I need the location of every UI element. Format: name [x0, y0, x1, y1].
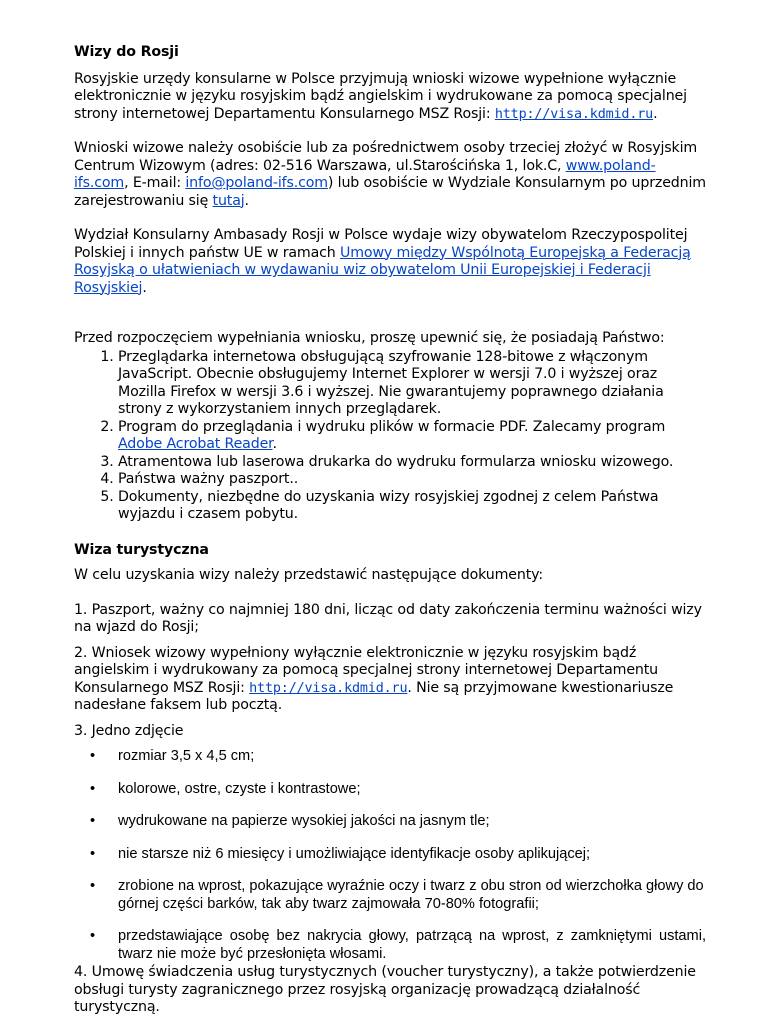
document-body: [74, 44, 706, 1017]
requirements-intro: Przed rozpoczęciem wypełniania wniosku, proszę upewnić się, że posiadają Państwo:: [74, 330, 665, 346]
bullet: •: [90, 748, 96, 764]
document-item-application: 2. Wniosek wizowy wypełniony wyłącznie elektronicznie w języku rosyjskim bądź angielskim i wydrukowany za pomocą specjalnej strony internetowej Departamentu Konsularnego MSZ Rosji: http://visa.kdmid.ru. Nie są przyjmowane kwestionariusze nadesłane faksem lub pocztą.: [74, 644, 674, 713]
visa-kdmid-link-2[interactable]: http://visa.kdmid.ru: [249, 680, 408, 696]
intro-paragraph: Rosyjskie urzędy konsularne w Polsce przyjmują wnioski wizowe wypełnione wyłącznie elektronicznie w języku rosyjskim bądź angielskim i wydrukowane za pomocą specjalnej strony internetowej Departamentu Konsularnego MSZ Rosji: http://visa.kdmid.ru.: [74, 70, 687, 122]
list-item: • zrobione na wprost, pokazujące wyraźnie oczy i twarz z obu stron od wierzchołka głowy do górnej części barków, tak aby twarz zajmowała 70-80% fotografii;: [90, 878, 704, 912]
email-link[interactable]: info@poland-ifs.com: [185, 175, 328, 191]
bullet: •: [90, 813, 96, 829]
list-item: 1. Przeglądarka internetowa obsługującą szyfrowanie 128-bitowe z włączonym JavaScript. Obecnie obsługujemy Internet Explorer w wersji 7.0 i wyższej oraz Mozilla Firefox w wersji 3.6 i wyższej. Nie gwarantujemy poprawnego działania strony z wykorzystaniem innych przeglądarek.: [118, 349, 706, 419]
photo-requirements-list: [74, 748, 706, 963]
register-link[interactable]: tutaj: [212, 192, 245, 209]
visa-center-paragraph: Wnioski wizowe należy osobiście lub za pośrednictwem osoby trzeciej złożyć w Rosyjskim Centrum Wizowym (adres: 02-516 Warszawa, ul.Starościńska 1, lok.C, www.poland-ifs.com, E-mail: info@poland-ifs.com) lub osobiście w Wydziale Konsularnym po uprzednim zarejestrowaniu się tutaj.: [74, 140, 706, 209]
document-item-voucher: 4. Umowę świadczenia usług turystycznych (voucher turystyczny), a także potwierdzenie obsługi turysty zagranicznego przez rosyjską organizację prowadzącą działalność turystyczną.: [74, 964, 696, 1015]
section-title-tourist-visa: Wiza turystyczna: [74, 541, 209, 558]
list-item: 5. Dokumenty, niezbędne do uzyskania wizy rosyjskiej zgodnej z celem Państwa wyjazdu i czasem pobytu.: [118, 489, 706, 524]
requirements-list: [74, 349, 706, 524]
page-title: Wizy do Rosji: [74, 44, 179, 60]
list-item: • nie starsze niż 6 miesięcy i umożliwiające identyfikacje osoby aplikującej;: [90, 845, 591, 862]
consular-paragraph: Wydział Konsularny Ambasady Rosji w Polsce wydaje wizy obywatelom Rzeczypospolitej Polskiej i innych państw UE w ramach Umowy między Wspólnotą Europejską a Federacją Rosyjską o ułatwieniach w wydawaniu wiz obywatelom Unii Europejskiej i Federacji Rosyjskiej.: [74, 227, 691, 296]
agreement-link[interactable]: Umowy między Wspólnotą Europejską a Federacją Rosyjską o ułatwieniach w wydawaniu wiz obywatelom Unii Europejskiej i Federacji Rosyjskiej: [74, 244, 691, 296]
document-item-photo: 3. Jedno zdjęcie: [74, 722, 184, 739]
list-item: 2. Program do przeglądania i wydruku plików w formacie PDF. Zalecamy program Adobe Acrobat Reader.: [118, 419, 706, 454]
list-item: 4. Państwa ważny paszport..: [118, 471, 706, 489]
document-item-passport: 1. Paszport, ważny co najmniej 180 dni, licząc od daty zakończenia terminu ważności wizy na wjazd do Rosji;: [74, 601, 702, 635]
list-item: • wydrukowane na papierze wysokiej jakości na jasnym tle;: [90, 813, 490, 829]
poland-ifs-link[interactable]: www.poland-ifs.com: [74, 157, 656, 191]
bullet: •: [90, 878, 96, 894]
visa-kdmid-link[interactable]: http://visa.kdmid.ru: [494, 106, 654, 122]
bullet: •: [90, 845, 96, 862]
list-item: 3. Atramentowa lub laserowa drukarka do wydruku formularza wniosku wizowego.: [118, 454, 706, 472]
adobe-reader-link[interactable]: Adobe Acrobat Reader: [118, 436, 273, 452]
documents-intro: W celu uzyskania wizy należy przedstawić następujące dokumenty:: [74, 567, 543, 583]
bullet: •: [90, 928, 96, 944]
bullet: •: [90, 780, 96, 797]
list-item: • rozmiar 3,5 x 4,5 cm;: [90, 748, 255, 764]
list-item: • kolorowe, ostre, czyste i kontrastowe;: [90, 780, 361, 797]
list-item: • przedstawiające osobę bez nakrycia głowy, patrzącą na wprost, z zamkniętymi ustami, twarz nie może być przesłonięta włosami.: [90, 928, 706, 962]
